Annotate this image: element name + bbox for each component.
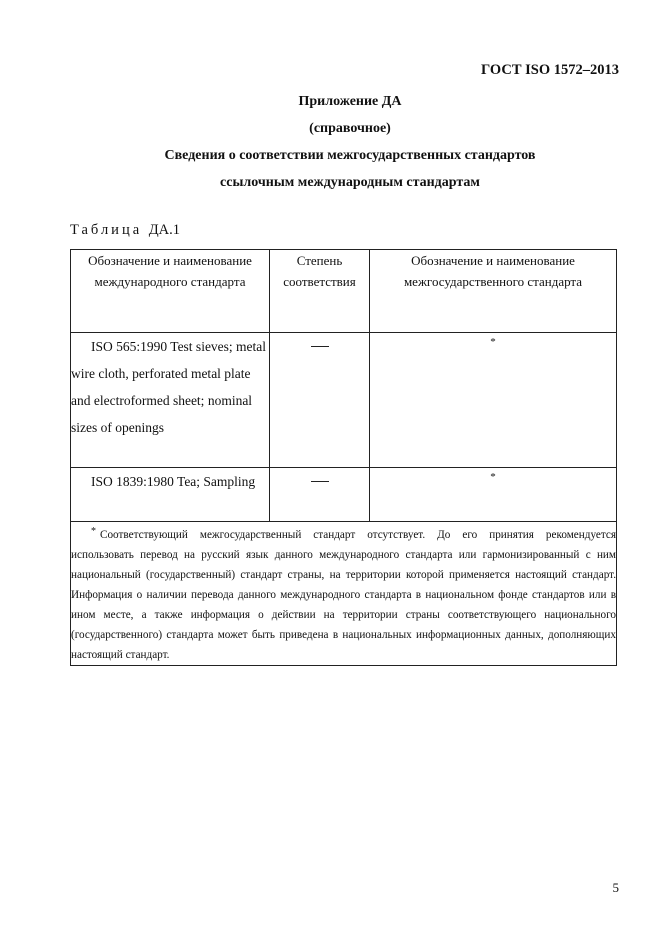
international-standard-cell: ISO 565:1990 Test sieves; metal wire cloth, perforated metal plate and electroformed sheet; nominal sizes of openings — [71, 333, 270, 468]
correspondence-table — [70, 249, 617, 666]
footnote-mark: * — [91, 526, 96, 537]
footnote-text: Соответствующий межгосударственный стандарт отсутствует. До его принятия рекомендуется использовать перевод на русский язык данного международного стандарта или гармонизированный с ним национальный (государственный) стандарт страны, на территории которой применяется настоящий стандарт. Информация о наличии перевода данного международного стандарта в национальном фонде стандартов или в ином месте, а также информация о действии на территории страны соответствующего национального (государственного) стандарта может быть приведена в национальных информационных данных, дополняющих настоящий стандарт. — [71, 529, 616, 661]
table-footnote — [71, 522, 617, 666]
document-code: ГОСТ ISO 1572–2013 — [481, 62, 619, 78]
appendix-title: Приложение ДА — [298, 94, 402, 109]
appendix-heading-line-2: ссылочным международным стандартам — [220, 175, 480, 190]
degree-cell — [270, 333, 370, 468]
table-caption-number: ДА.1 — [148, 222, 181, 238]
table-row — [71, 333, 617, 468]
column-header-interstate: Обозначение и наименование межгосударственного стандарта — [370, 250, 617, 333]
appendix-type: (справочное) — [309, 121, 391, 136]
column-header-international: Обозначение и наименование международного стандарта — [71, 250, 270, 333]
international-standard-cell: ISO 1839:1980 Tea; Sampling — [71, 468, 270, 522]
interstate-standard-cell — [370, 468, 617, 522]
column-header-degree: Степень соответствия — [270, 250, 370, 333]
table-caption-word: Таблица — [70, 222, 143, 238]
appendix-title-block — [40, 88, 660, 196]
interstate-standard-cell — [370, 333, 617, 468]
footnote-row — [71, 522, 617, 666]
dash-mark — [311, 481, 329, 482]
asterisk-mark: * — [490, 471, 496, 483]
table-header-row — [71, 250, 617, 333]
dash-mark — [311, 346, 329, 347]
page-number: 5 — [612, 880, 619, 895]
asterisk-mark: * — [490, 336, 496, 348]
table-caption — [70, 222, 180, 239]
degree-cell — [270, 468, 370, 522]
table-row — [71, 468, 617, 522]
appendix-heading-line-1: Сведения о соответствии межгосударственных стандартов — [164, 148, 536, 163]
